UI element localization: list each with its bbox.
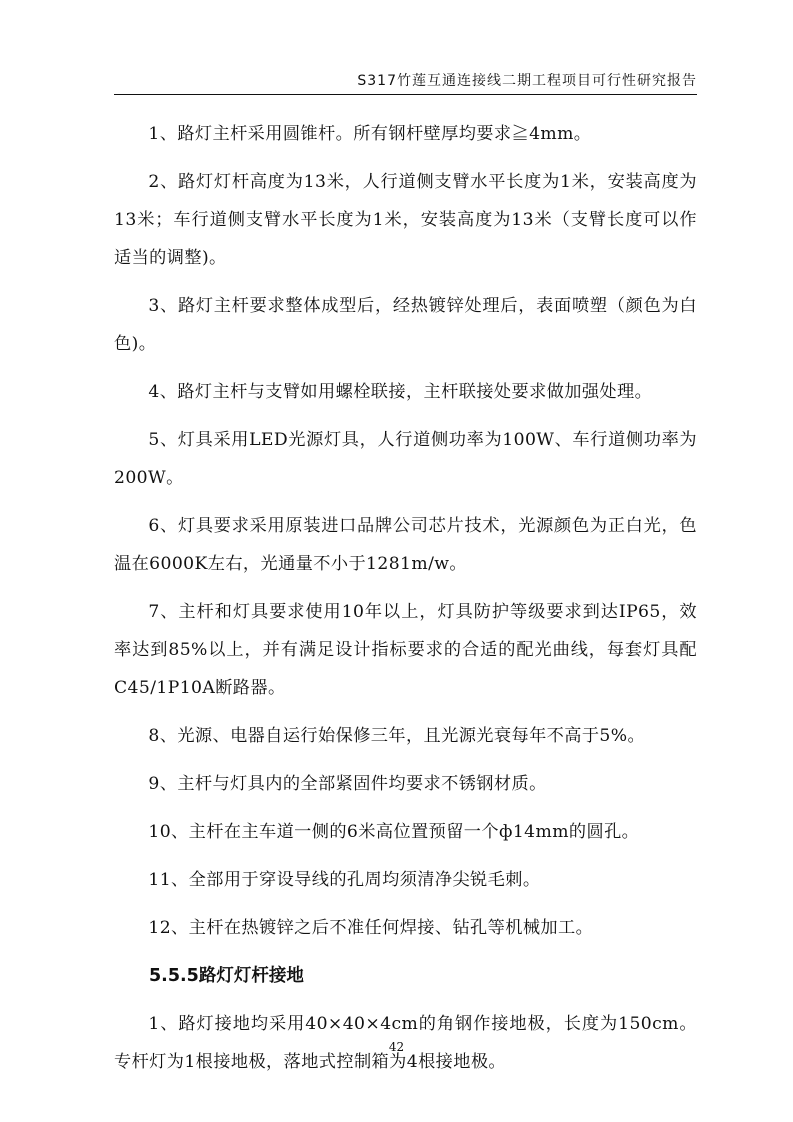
paragraph-11: 11、全部用于穿设导线的孔周均须清净尖锐毛刺。 xyxy=(148,870,541,890)
paragraph-4: 4、路灯主杆与支臂如用螺栓联接，主杆联接处要求做加强处理。 xyxy=(148,382,653,402)
paragraph-3: 3、路灯主杆要求整体成型后，经热镀锌处理后，表面喷塑（颜色为白色)。 xyxy=(114,296,697,354)
running-header: S317竹莲互通连接线二期工程项目可行性研究报告 xyxy=(357,73,697,89)
document-body xyxy=(114,115,697,1091)
paragraph-1: 1、路灯主杆采用圆锥杆。所有钢杆壁厚均要求≧4mm。 xyxy=(148,124,592,144)
paragraph-12: 12、主杆在热镀锌之后不准任何焊接、钻孔等机械加工。 xyxy=(148,918,594,938)
paragraph-7: 7、主杆和灯具要求使用10年以上，灯具防护等级要求到达IP65，效率达到85%以上，并有满足设计指标要求的合适的配光曲线，每套灯具配C45/1P10A断路器。 xyxy=(114,602,697,698)
paragraph-9: 9、主杆与灯具内的全部紧固件均要求不锈钢材质。 xyxy=(148,774,547,794)
paragraph-8: 8、光源、电器自运行始保修三年，且光源光衰每年不高于5%。 xyxy=(148,726,646,746)
section-heading: 5.5.5路灯灯杆接地 xyxy=(149,966,304,986)
header-rule xyxy=(114,94,697,95)
paragraph-13: 1、路灯接地均采用40×40×4cm的角钢作接地极，长度为150cm。专杆灯为1根接地极，落地式控制箱为4根接地极。 xyxy=(114,1014,697,1072)
paragraph-5: 5、灯具采用LED光源灯具，人行道侧功率为100W、车行道侧功率为200W。 xyxy=(114,430,697,488)
page-number: 42 xyxy=(388,1040,405,1054)
paragraph-10: 10、主杆在主车道一侧的6米高位置预留一个ф14mm的圆孔。 xyxy=(148,822,640,842)
paragraph-6: 6、灯具要求采用原装进口品牌公司芯片技术，光源颜色为正白光，色温在6000K左右，光通量不小于1281m/w。 xyxy=(114,516,697,574)
paragraph-2: 2、路灯灯杆高度为13米，人行道侧支臂水平长度为1米，安装高度为13米；车行道侧支臂水平长度为1米，安装高度为13米（支臂长度可以作适当的调整)。 xyxy=(114,172,697,268)
